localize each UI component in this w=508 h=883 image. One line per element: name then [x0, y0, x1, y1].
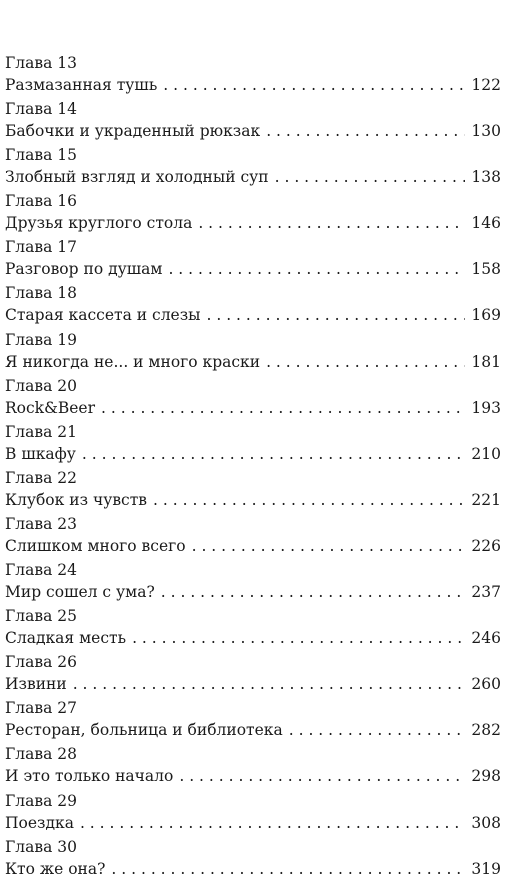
dot-leader — [192, 535, 466, 558]
chapter-label: Глава 25 — [5, 607, 77, 626]
toc-entry — [5, 514, 501, 560]
toc-title-line — [5, 351, 501, 374]
toc-entry — [5, 422, 501, 468]
chapter-title: И это только начало — [5, 767, 174, 786]
toc-title-line — [5, 258, 501, 281]
chapter-title: Друзья круглого стола — [5, 214, 193, 233]
dot-leader — [179, 765, 465, 788]
dot-leader — [275, 166, 466, 189]
table-of-contents — [5, 53, 501, 883]
toc-entry — [5, 791, 501, 837]
chapter-label: Глава 13 — [5, 54, 77, 72]
chapter-title: Размазанная тушь — [5, 76, 158, 94]
dot-leader — [266, 351, 465, 374]
toc-entry — [5, 652, 501, 698]
chapter-label: Глава 14 — [5, 100, 77, 119]
dot-leader — [80, 812, 465, 835]
page-number: 130 — [471, 122, 501, 141]
page-number: 122 — [471, 76, 501, 94]
chapter-label: Глава 23 — [5, 514, 77, 533]
chapter-label: Глава 28 — [5, 745, 77, 764]
chapter-title: Кто же она? — [5, 859, 106, 878]
chapter-title: Я никогда не... и много краски — [5, 352, 261, 371]
page-number: 221 — [471, 490, 501, 509]
toc-title-line — [5, 627, 501, 650]
dot-leader — [82, 443, 465, 466]
chapter-label: Глава 15 — [5, 146, 77, 165]
toc-title-line — [5, 719, 501, 742]
page-number: 260 — [471, 675, 501, 694]
toc-entry — [5, 376, 501, 422]
page-number: 210 — [471, 444, 501, 463]
chapter-label: Глава 20 — [5, 376, 77, 395]
page-number: 282 — [471, 721, 501, 740]
toc-entry — [5, 468, 501, 514]
dot-leader — [266, 120, 465, 143]
page-number: 181 — [471, 352, 501, 371]
dot-leader — [153, 489, 465, 512]
dot-leader — [132, 627, 465, 650]
toc-title-line — [5, 397, 501, 420]
toc-entry — [5, 606, 501, 652]
page-number: 226 — [471, 536, 501, 555]
chapter-title: Слишком много всего — [5, 536, 186, 555]
toc-entry — [5, 744, 501, 790]
toc-title-line — [5, 74, 501, 97]
chapter-title: Rock&Beer — [5, 398, 96, 417]
dot-leader — [198, 212, 465, 235]
toc-title-line — [5, 673, 501, 696]
dot-leader — [289, 719, 466, 742]
chapter-label: Глава 29 — [5, 791, 77, 810]
chapter-label: Глава 16 — [5, 192, 77, 211]
toc-entry — [5, 237, 501, 283]
dot-leader — [111, 858, 465, 881]
page-number: 138 — [471, 168, 501, 187]
page-number: 308 — [471, 813, 501, 832]
page-number: 319 — [471, 859, 501, 878]
toc-entry — [5, 837, 501, 883]
toc-entry — [5, 99, 501, 145]
toc-title-line — [5, 489, 501, 512]
chapter-title: В шкафу — [5, 444, 76, 463]
chapter-title: Клубок из чувств — [5, 490, 148, 509]
chapter-title: Мир сошел с ума? — [5, 583, 155, 602]
chapter-label: Глава 27 — [5, 699, 77, 718]
toc-entry — [5, 698, 501, 744]
toc-title-line — [5, 765, 501, 788]
toc-entry — [5, 53, 501, 99]
dot-leader — [168, 258, 465, 281]
page-number: 193 — [471, 398, 501, 417]
toc-title-line — [5, 812, 501, 835]
chapter-title: Сладкая месть — [5, 629, 127, 648]
page-number: 237 — [471, 583, 501, 602]
chapter-label: Глава 30 — [5, 837, 77, 856]
toc-entry — [5, 145, 501, 191]
chapter-label: Глава 17 — [5, 238, 77, 257]
chapter-label: Глава 19 — [5, 330, 77, 349]
dot-leader — [161, 581, 466, 604]
chapter-label: Глава 22 — [5, 468, 77, 487]
chapter-title: Бабочки и украденный рюкзак — [5, 122, 261, 141]
dot-leader — [73, 673, 466, 696]
chapter-title: Извини — [5, 675, 67, 694]
page-number: 246 — [471, 629, 501, 648]
page-number: 146 — [471, 214, 501, 233]
dot-leader — [207, 304, 466, 327]
chapter-label: Глава 18 — [5, 284, 77, 303]
dot-leader — [163, 74, 465, 97]
toc-entry — [5, 191, 501, 237]
chapter-title: Поездка — [5, 813, 74, 832]
chapter-label: Глава 21 — [5, 422, 77, 441]
toc-title-line — [5, 535, 501, 558]
page-number: 169 — [471, 306, 501, 325]
toc-title-line — [5, 581, 501, 604]
toc-entry — [5, 560, 501, 606]
page-number: 298 — [471, 767, 501, 786]
page-number: 158 — [471, 260, 501, 279]
toc-title-line — [5, 166, 501, 189]
chapter-label: Глава 24 — [5, 561, 77, 580]
chapter-title: Ресторан, больница и библиотека — [5, 721, 283, 740]
toc-title-line — [5, 443, 501, 466]
chapter-title: Разговор по душам — [5, 260, 163, 279]
toc-entry — [5, 283, 501, 329]
dot-leader — [101, 397, 465, 420]
toc-title-line — [5, 858, 501, 881]
chapter-title: Старая кассета и слезы — [5, 306, 201, 325]
chapter-label: Глава 26 — [5, 653, 77, 672]
toc-title-line — [5, 304, 501, 327]
toc-entry — [5, 330, 501, 376]
toc-title-line — [5, 120, 501, 143]
chapter-title: Злобный взгляд и холодный суп — [5, 168, 269, 187]
toc-title-line — [5, 212, 501, 235]
